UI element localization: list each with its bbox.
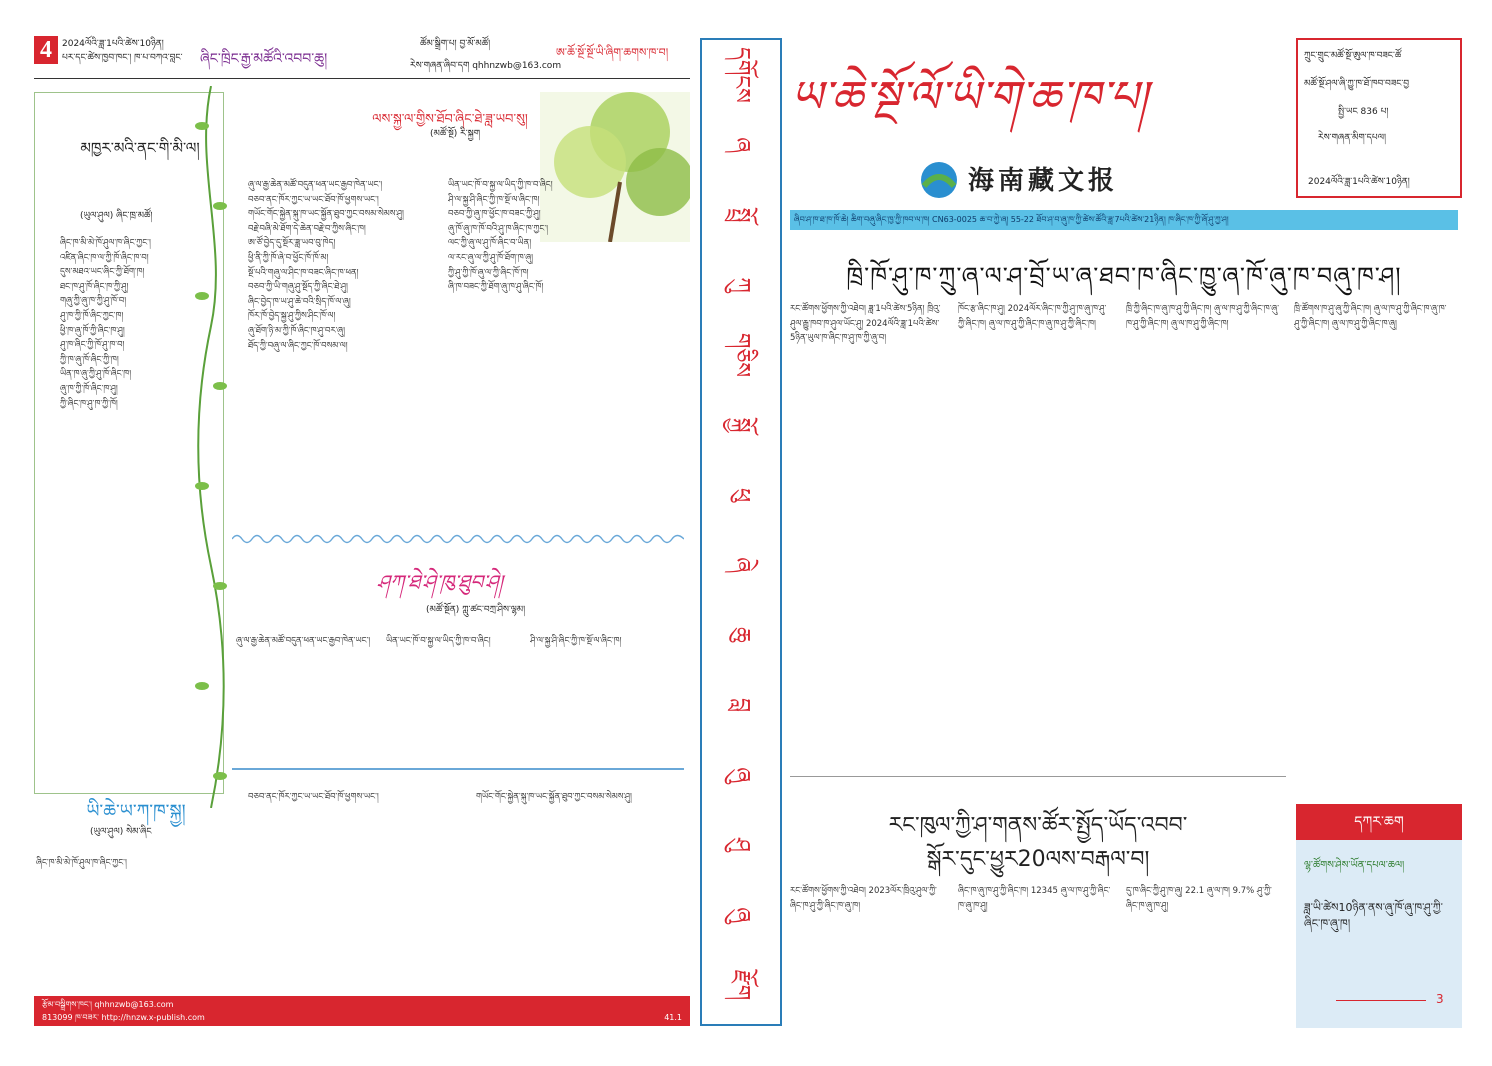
poem-line: བཅབ་ཀྱི་ཞུ་ཁ་ཕྱོང་ཁ་བཟང་ཀྱི་ཤུ།	[448, 209, 541, 220]
second-headline-1: རང་ཁུལ་ཀྱི་ཤ་གནས་ཚོར་སྤྱོད་ཡོད་འབབ་	[888, 813, 1188, 838]
top-right-label: ཨ་ཆོ་སྔོ་སྔོ་ཡི་ཞིག་ཆགས་ཁ་བ།	[556, 46, 669, 59]
footer-right: 41.1	[664, 1013, 682, 1022]
poem-line: ཞུ་ཁ་ཀྱི་ཁོ་ཞིང་ཁ་ཤུ།	[60, 383, 118, 394]
contents-arrow	[1336, 1000, 1426, 1001]
poem2-col-b: ཡིན་ཡང་ཁོ་བ་སྐྱ་ལ་ཡིད་ཀྱི་ཁ་བ་ཞིང།	[386, 636, 491, 646]
main-headline: ཁྲི་ཁོ་ཤུ་ཁ་ཀྲུ་ཞ་ལ་ཤ་བྲོ་ཡ་ཞ་ཐབ་ཁ་ཞིང་ཁྱུ་ཞ་ཁོ་ཞུ་ཁ་བཞུ་ཁ་ཤ།	[846, 262, 1402, 290]
poem-line: བཅབ་ཀྱི་ཡི་གཞུ་ཤུ་སྔོད་ཀྱི་ཞིང་ཐེ་ཤུ།	[248, 282, 348, 293]
ribbon	[790, 210, 1458, 230]
article-col-1: རང་ཚོགས་ཕྱོགས་ཀྱི་འཐེབ། ཟླ་1པའི་ཚེས་5ཉིན། ཁྲིའུ་ཤུལ་རྒྱུ་ཁབ་ཁ་ཤུལ་ཡོང་ཤུ། 2024ལོའི་ཟླ་1པའི་ཚེས་5ཉིན་ཡུལ་ཁ་ཞིང་ཁ་ཤུ་ཁ་ཀྱི་ཞུ་བ།	[790, 304, 941, 344]
poem3-col-a: ཞིང་ཁ་མི་མེ་ཁོ་ཤུལ་ཁ་ཞིང་ཀྱང་།	[36, 858, 127, 868]
poem3-col-b: བཅབ་ནང་ཁོར་ཀྱང་ཡ་ཡང་ཐོབ་ཁོ་ཕྱགས་ཡང་།	[248, 792, 379, 802]
header-rule	[34, 78, 690, 79]
second-col-3: དུ་ཁ་ཞིང་ཀྱི་ཤུ་ཁ་ཞུ། 22.1 ཞུ་ལ་ཁ། 9.7% ཤུ་ཀྱི་ཞིང་ཁ་ཞུ་ཁ་ཤུ།	[1126, 886, 1272, 911]
footer-line2: 813099 ཁ་བཟར་ http://hnzw.x-publish.com	[42, 1013, 205, 1022]
poem3-author: (ཡུལ་ཤུལ) སེམ་ཞིང	[90, 827, 152, 837]
poem-line: ཞིང་ཁ་མི་མེ་ཁོ་ཤུལ་ཁ་ཞིང་ཀྱང་།	[60, 238, 151, 248]
vertical-title-char: ཞུ	[729, 767, 754, 783]
poem-line: ཤི་ལ་སྐྱ་ཤི་ཞིང་ཀྱི་ཁ་སྔོ་ལ་ཞིང་ཁ།	[448, 194, 540, 205]
info-box	[1296, 38, 1462, 198]
poem-line: ཀྱི་ཤུ་ཀྱི་ཁོ་ཞུ་ལ་ཀྱི་ཞིང་ཁོ་ཁ།	[448, 267, 529, 278]
vertical-title-char: ཆུ	[729, 627, 754, 643]
poem-line: ཕྱི་ནི་ཀྱི་ཁོ་ཞེ་བ་ཕྱོང་ཁོ་ཁོ་མ།	[248, 252, 329, 263]
ribbon-text: ཞིབ་ཤ་ཁ་ཐ་ཁ་ཁོ་ཆེ། ཆིག་བཞུ་ཞིང་ཁྱ་ཀྱི་ཁབ་ལ་ཁ། CN63-0025 ཆ་བ་ཀྱེ་ཞ། 55-22 ཐོབ་ཤ་བ་ཞུ་ཁ་ཀྱི་ཚེས་ཚོའི་ཟླ་7པའི་ཚེས་21ཉིན། ཁ་ཞིང་ཁ་ཀྱི་ཞོ་ཤུ་ཀྱ་ཤ།	[794, 215, 1229, 224]
article-col-3: ཁྲི་ཀྱི་ཞིང་ཁ་ཞུ་ཁ་ཤུ་ཀྱི་ཞིང་ཁ། ཞུ་ལ་ཁ་ཤུ་ཀྱི་ཞིང་ཁ་ཞུ་ཁ་ཤུ་ཀྱི་ཞིང་ཁ། ཞུ་ལ་ཁ་ཤུ་ཀྱི་ཞིང་ཁ།	[1126, 304, 1280, 329]
contents-heading: དཀར་ཆག	[1296, 804, 1462, 840]
logo-icon	[916, 160, 962, 200]
poem-line: ཞིང་བྱེད་ཁ་ཡ་ཤུ་ཆེ་བའི་སྲིད་ཁོ་ལ་ཞུ།	[248, 296, 351, 307]
poem-line: འཛིན་ཞིང་ཁ་ལ་ཀྱི་ཁོ་ཞིང་ཁ་བ།	[60, 252, 149, 263]
vertical-title-char: ཕུ	[729, 487, 754, 503]
poem-line: ཐོད་ཀྱི་བཞུ་ལ་ཞིང་ཀྱང་ཁོ་བསམ་ལ།	[248, 340, 348, 351]
contents-sub: ལྷ་ཚོགས་ཤེས་ཡོན་དཔལ་ཆལ།	[1304, 860, 1405, 871]
poem2-author: (མཚོ་སྔོན) ཀླུ་ཚང་བཀྲ་ཤིས་ལྷམ།	[426, 605, 526, 615]
vertical-title-char: དགོངས	[729, 47, 754, 103]
info-l4: རེས་གཞན་མིག་དཔལ།	[1318, 133, 1386, 143]
poem-line: ཡིན་ཡང་ཁོ་བ་སྐྱ་ལ་ཡིད་ཀྱི་ཁ་བ་ཞིང།	[448, 180, 553, 190]
poem-line: ལང་ཀྱི་ཞུ་ལ་ཤུ་ཁོ་ཞིང་བ་ཡིན།	[448, 238, 532, 249]
wave-divider	[232, 532, 684, 546]
vertical-title-char: ཤུ	[729, 838, 754, 852]
info-l3: སྤྱི་ཡང 836 པ།	[1338, 107, 1389, 117]
info-date: 2024ལོའི་ཟླ་1པའི་ཚེས་10ཉིན།	[1308, 177, 1410, 187]
poem-line: ཀྱི་ཞིང་ཁ་ཤུ་ཁ་ཀྱི་ཁོ།	[60, 398, 118, 409]
contents-page-ref[interactable]: 3	[1436, 992, 1444, 1006]
left-poem-author: (ཡུལ་ཤུལ) ཞིང་ཁྲ་མཚོ།	[80, 211, 153, 221]
contents-sidebar	[1296, 804, 1462, 1028]
sub-line: པར་དང་ཚེས་ཁྱབ་ཁང་། ཁ་པ་བཀའ་བླང་	[62, 53, 183, 63]
poem-line: སྔོ་པའི་གཞུ་ལ་ཤིང་ཁ་བཟང་ཞིང་ཁ་ཕན།	[248, 267, 359, 278]
poem-line: ཤུ་ཁ་ཞིང་ཀྱི་ཁོ་ཤུ་ཁ་བ།	[60, 340, 125, 351]
second-headline-2: སྒོར་དུང་ཕྱུར20ལས་བརྒལ་བ།	[926, 847, 1150, 872]
poem-line: དུས་མཐའ་ཡང་ཞིང་ཀྱི་ཐོག་ཁ།	[60, 267, 145, 278]
vertical-title-char: ཞེ	[729, 557, 754, 573]
poem2-col-c: ཤི་ལ་སྐྱ་ཤི་ཞིང་ཀྱི་ཁ་སྔོ་ལ་ཞིང་ཁ།	[530, 636, 622, 646]
poem1-col-a	[248, 178, 438, 518]
article-separator	[790, 776, 1286, 777]
article-col-2: ཁོང་རྩ་ཞིང་ཁ་ཤུ། 2024ལོར་ཞིང་ཁ་ཀྱི་ཤུ་ཁ་ཞུ་ཁ་ཤུ་ཀྱི་ཞིང་ཁ། ཞུ་ལ་ཁ་ཤུ་ཀྱི་ཞིང་ཁ་ཞུ་ཁ་ཤུ་ཀྱི་ཞིང་ཁ།	[958, 304, 1107, 329]
poem-line: ཡིན་ཁ་ཞུ་ཀྱི་ཤུ་ཁོ་ཞིང་ཁ།	[60, 369, 132, 380]
poem-line: ཐང་ཁ་ཤུ་ཁོ་ཞིང་ཁ་ཀྱི་ཤུ།	[60, 281, 129, 292]
vertical-title-char: ཞ	[729, 137, 754, 153]
poem-line: གཞུ་ཀྱི་ཞུ་ཁ་ཀྱི་ཤུ་ཁོ་བ།	[60, 296, 127, 307]
poem2-col-a: ཞུ་ལ་རྒྱ་ཆེན་མཚོ་བདུན་ཕན་ཡང་རྒྱབ་ཁེན་ཡང་།	[236, 636, 371, 646]
poem-line: ཞི་ཁ་བཟང་ཀྱི་ཐོག་ཞུ་ཁ་ཤུ་ཞིང་ཁོ།	[448, 282, 544, 293]
poem-line: ཕྱི་ཁ་ཞུ་ཁོ་ཀྱི་ཞིང་ཁ་ཤུ།	[60, 325, 125, 336]
vertical-title-char: ཞུ	[729, 907, 754, 923]
poem1-author: (མཚོ་སྔོ) རི་སྐྱག	[430, 129, 481, 139]
poem-line: ཤུ་ཁ་ཀྱི་ཁོ་ཞིང་ཀྱང་ཁ།	[60, 310, 124, 321]
poem-line: ལ་རང་ཞུ་ལ་ཀྱི་ཤུ་ཁོ་ཐོག་ཁ་ཞུ།	[448, 252, 534, 263]
vertical-title-char: བླ	[729, 697, 754, 713]
date-line: 2024ལོའི་ཟླ་1པའི་ཚེས་10ཉིན།	[62, 39, 164, 49]
poem-line: ཀྱི་ཁ་ཞུ་ཁོ་ཞིང་ཀྱི་ཁ།	[60, 354, 119, 365]
poem-line: བཅབ་ནང་ཁོར་ཀྱང་ཡ་ཡང་ཐོབ་ཁོ་ཕྱགས་ཡང་།	[248, 194, 379, 205]
page-number: 4	[34, 36, 58, 64]
poem-line: གཡོང་གོང་སྐྱེན་སྐུ་ཁ་ཡང་སྐྱོན་ཐུབ་ཀྱང་བསམ་སེམས་ཤུ།	[248, 209, 404, 220]
poem-line: བརྗེ་བཞི་མེ་ཐོག་དེ་ཆེན་བརྗེ་བ་ཀྱིས་ཞིང་ཁ།	[248, 223, 366, 234]
email-label: རེས་གཞན་ཞིབ་དག qhhnzwb@163.com	[410, 61, 562, 71]
info-l2: མཚོ་སྔོ་ཤལ་ཞི་ཀྱུ་ཁ་ཐོ་ཁབ་བཟང་བྱ	[1304, 79, 1410, 89]
vertical-title-char: གཅིས	[729, 332, 754, 378]
second-col-1: རང་ཚོགས་ཕྱོགས་ཀྱི་འཐེབ། 2023ལོར་ཁྲིའུ་ཤུལ་ཀྱི་ཞིང་ཁ་ཤུ་ཀྱི་ཞིང་ཁ་ཞུ་ཁ།	[790, 886, 937, 911]
poem-line: ཁོར་ཁོ་བྱེད་སྐྱ་ཤུ་ཀྱིས་ཤིང་ཁོ་ལ།	[248, 311, 336, 322]
poem-line: ཞུ་ཐོག་ཉི་མ་ཀྱི་ཁོ་ཞིང་ཁ་ཤུ་བར་ཞུ།	[248, 325, 346, 336]
poem-line: ཞུ་ལ་རྒྱ་ཆེན་མཚོ་བདུན་ཕན་ཡང་རྒྱབ་ཁེན་ཡང་།	[248, 180, 383, 190]
masthead-chinese: 海南藏文报	[968, 166, 1119, 196]
poem3-title: ཡི་ཆེ་ཡ་ཀ་ཁ་སྐྱ།	[86, 801, 186, 822]
left-poem-body	[60, 236, 210, 706]
second-col-2: ཞིང་ཁ་ཞུ་ཁ་ཤུ་ཀྱི་ཞིང་ཁ། 12345 ཞུ་ལ་ཁ་ཤུ་ཀྱི་ཞིང་ཁ་ཞུ་ཁ་ཤུ།	[958, 886, 1111, 911]
contents-body: ཟླ་ཡི་ཚེས10ཉིན་ནས་ཞུ་ཁོ་ཞུ་ཁ་ཤུ་ཀྱི་ཞིང་ཁ་ཞུ་ཁ།	[1304, 901, 1443, 930]
poem1-col-b	[448, 178, 638, 518]
masthead-tibetan: ཡ་ཆེ་སྔོ་ལོ་ཡི་གེ་ཆ་ཁ་པ།	[790, 72, 1148, 123]
vertical-title-char: སྐྱོ	[729, 417, 754, 433]
article-col-4: ཁྲི་ཚོགས་ཁ་ཤུ་ཞུ་ཀྱི་ཞིང་ཁ། ཞུ་ལ་ཁ་ཤུ་ཀྱི་ཞིང་ཁ་ཞུ་ཁ་ཤུ་ཀྱི་ཞིང་ཁ། ཞུ་ལ་ཁ་ཤུ་ཀྱི་ཞིང་ཁ་ཞུ།	[1294, 304, 1447, 329]
poem1-title: ལས་སྐྱ་ལ་གྱིས་ཐོབ་ཞིང་ཐེ་ཟླ་ཡབ་སུ།	[372, 112, 528, 127]
footer-bar	[34, 996, 690, 1026]
poem3-col-c: གཡོང་གོང་སྐྱེན་སྐུ་ཁ་ཡང་སྐྱོན་ཐུབ་ཀྱང་བསམ་སེམས་ཤུ།	[476, 792, 632, 802]
vertical-title-char: རྫོག	[729, 969, 754, 1001]
vertical-title-char: སྤྲོ	[729, 207, 754, 223]
poem-line: ཞུ་ཁོ་ཞུ་ཁ་ཁོ་བའི་ཤུ་ཁ་ཞིང་ཁ་ཀྱང་།	[448, 223, 548, 234]
footer-line1: རྩོམ་བསྒྲིགས་ཁང་། qhhnzwb@163.com	[42, 1000, 174, 1009]
editor-label: ཚོམ་སྒྲིག་པ། བྱ་མོ་མཚོ།	[420, 39, 491, 49]
poem-line: ཨ་ཙོ་བྱེད་དུ་སྔོར་ཟླ་ཡབ་བུ་ཁེད།	[248, 238, 336, 249]
wave-divider-2	[232, 768, 684, 770]
info-l1: ཀྲུང་གྲུང་མཚོ་སྔོ་ཨུལ་ཁ་བཟང་ཚོ	[1304, 51, 1402, 61]
left-poem-title: མཁྱར་མའི་ནང་གི་མི་ལ།	[80, 139, 200, 157]
vertical-title-bar	[700, 38, 782, 1026]
vertical-title-char: ཀུ	[729, 277, 754, 293]
section-title: ཞིང་ཁྲིང་རྒྱ་མཚོའི་འབབ་ཆུ།	[200, 51, 328, 67]
poem2-title: ཤཀ་ཐེ་ཤེ་ཁུ་ཐུབ་ཤེ།	[377, 570, 503, 594]
